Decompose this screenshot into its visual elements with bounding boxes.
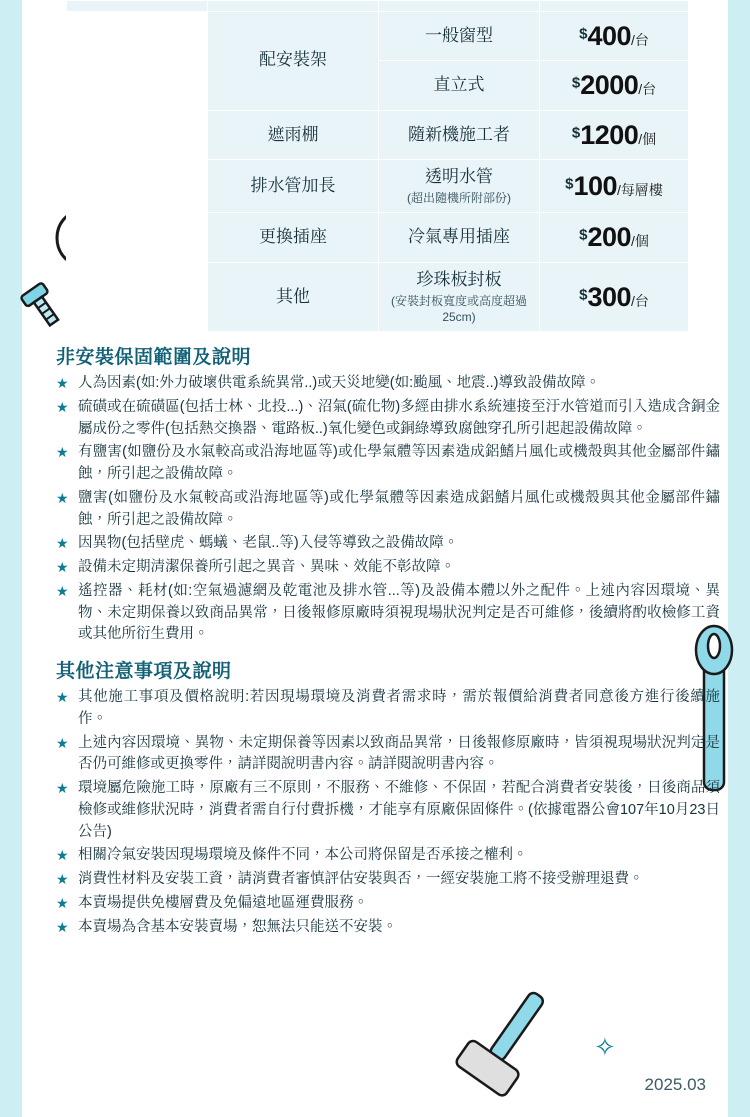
star-icon: ★ (56, 871, 69, 888)
list-item-text: 本賣場提供免樓層費及免偏遠地區運費服務。 (78, 894, 368, 911)
price-unit: /個 (631, 233, 649, 250)
list-item-text: 上述內容因環境、異物、未定期保養等因素以致商品異常，日後報修原廠時，皆須視現場狀況判定是否仍可維修或更換零件，請詳閱說明書內容。請詳閱說明書內容。 (78, 734, 720, 773)
cell-spec-note: (安裝封板寬度或高度超過25cm) (391, 293, 527, 324)
list-item (56, 557, 720, 579)
list-item-text: 設備未定期清潔保養所引起之異音、異味、效能不彰故障。 (78, 559, 455, 576)
cell-category: 其他 (208, 262, 379, 331)
cell-category (67, 1, 208, 12)
price-unit: /台 (638, 81, 657, 98)
list-item-text: 遙控器、耗材(如:空氣過濾網及乾電池及排水管...等)及設備本體以外之配件。上述內容因環境、異物、未定期保養以致商品異常，日後報修原廠時須視現場狀況判定是否可維修，後續將酌收檢修工資或其他所衍生費用。 (78, 582, 720, 643)
cell-spec: 直立式 (379, 61, 540, 110)
price-table (66, 0, 689, 332)
list-item (56, 733, 720, 777)
cell-item: 配安裝架 (208, 12, 379, 111)
cell-item: 更換插座 (208, 213, 379, 262)
cell-group-blank (67, 12, 208, 332)
list-item-text: 有鹽害(如鹽份及水氣較高或沿海地區等)或化學氣體等因素造成鋁鰭片風化或機殼與其他金屬部件鏽蝕，所引起之設備故障。 (78, 444, 720, 483)
table-row (67, 1, 689, 12)
currency-symbol: $ (565, 175, 574, 193)
list-item (56, 778, 720, 843)
price-unit: /每層樓 (617, 182, 663, 199)
currency-symbol: $ (571, 74, 581, 92)
list-item-text: 環境屬危險施工時，原廠有三不原則，不服務、不維修、不保固，若配合消費者安裝後，日後商品須檢修或維修狀況時，消費者需自行付費拆機，才能享有原廠保固條件。(依據電器公會107年10月23日公告) (78, 780, 720, 840)
document-date: 2025.03 (644, 1075, 706, 1094)
list-item-text: 鹽害(如鹽份及水氣較高或沿海地區等)或化學氣體等因素造成鋁鰭片風化或機殼與其他金屬部件鏽蝕，所引起之設備故障。 (78, 489, 720, 528)
price-value: 400 (587, 21, 631, 51)
cell-spec (379, 1, 540, 12)
star-icon: ★ (56, 375, 69, 392)
currency-symbol: $ (571, 124, 581, 142)
sparkle-icon: ✧ (594, 1032, 616, 1062)
list-item (56, 373, 720, 395)
currency-symbol: $ (579, 25, 588, 43)
cell-spec-note: (超出隨機所附部份) (407, 191, 511, 206)
cell-spec-label: 珍珠板封板 (416, 269, 502, 289)
star-icon: ★ (56, 489, 69, 506)
price-unit: /台 (631, 32, 649, 48)
star-icon: ★ (56, 918, 69, 935)
star-icon: ★ (56, 894, 69, 911)
other-notes-list (56, 687, 720, 938)
list-item-text: 本賣場為含基本安裝賣場，恕無法只能送不安裝。 (78, 918, 397, 935)
list-item-text: 硫磺或在硫磺區(包括士林、北投...)、沼氣(硫化物)多經由排水系統連接至汙水管道而引入造成含銅金屬成份之零件(包括熱交換器、電路板..)氧化變色或銅綠導致腐蝕穿孔所引起起設備故障。 (78, 398, 720, 437)
star-icon: ★ (56, 582, 69, 599)
list-item (56, 397, 720, 441)
star-icon: ★ (56, 535, 69, 552)
price-value: 1200 (580, 119, 639, 150)
cell-item (208, 1, 379, 12)
cell-spec: 一般窗型 (379, 12, 540, 61)
section-title: 非安裝保固範圍及說明 (56, 347, 252, 369)
list-item-text: 其他施工事項及價格說明:若因現場環境及消費者需求時，需於報價給消費者同意後方進行後續施作。 (78, 689, 720, 727)
cell-spec (379, 160, 540, 213)
list-item (56, 893, 720, 915)
section-other-notes (56, 656, 720, 938)
cell-price (540, 1, 689, 12)
cell-price (540, 213, 689, 262)
cell-item: 排水管加長 (208, 160, 379, 213)
list-item (56, 687, 720, 731)
list-item-text: 相關冷氣安裝因現場環境及條件不同，本公司將保留是否承接之權利。 (78, 847, 528, 864)
star-icon: ★ (56, 398, 69, 415)
star-icon: ★ (56, 689, 69, 706)
list-item (56, 442, 720, 486)
cell-price (540, 262, 689, 331)
cell-price (540, 61, 689, 110)
cell-spec-label: 透明水管 (425, 167, 493, 187)
table-row (67, 12, 689, 61)
list-item-text: 消費性材料及安裝工資，請消費者審慎評估安裝與否，一經安裝施工將不接受辦理退費。 (78, 871, 644, 888)
price-value: 200 (587, 222, 631, 253)
star-icon: ★ (56, 734, 69, 751)
list-item-text: 人為因素(如:外力破壞供電系統異常..)或天災地變(如:颱風、地震..)導致設備故障。 (78, 375, 600, 392)
warranty-exclusion-list (56, 373, 720, 646)
list-item (56, 581, 720, 646)
star-icon: ★ (56, 847, 69, 864)
star-icon: ★ (56, 444, 69, 461)
price-unit: /台 (631, 292, 649, 309)
cell-spec: 隨新機施工者 (379, 110, 540, 159)
currency-symbol: $ (579, 226, 588, 244)
list-item (56, 869, 720, 891)
cell-spec: 冷氣專用插座 (379, 213, 540, 262)
price-value: 300 (587, 281, 631, 312)
list-item (56, 533, 720, 555)
cell-price (540, 110, 689, 159)
cell-spec (379, 262, 540, 331)
star-icon: ★ (56, 559, 69, 576)
list-item (56, 845, 720, 867)
price-value: 100 (573, 171, 617, 202)
price-unit: /個 (638, 130, 657, 147)
cell-price (540, 160, 689, 213)
currency-symbol: $ (579, 286, 588, 304)
cell-price (540, 12, 689, 61)
star-icon: ★ (56, 780, 69, 797)
hammer-icon (440, 985, 570, 1105)
section-warranty-exclusions (56, 342, 720, 646)
list-item (56, 488, 720, 532)
list-item-text: 因異物(包括壁虎、螞蟻、老鼠..等)入侵等導致之設備故障。 (78, 535, 459, 552)
cell-item: 遮雨棚 (208, 110, 379, 159)
price-value: 2000 (580, 70, 639, 101)
section-title: 其他注意事項及說明 (56, 661, 232, 683)
list-item (56, 917, 720, 939)
